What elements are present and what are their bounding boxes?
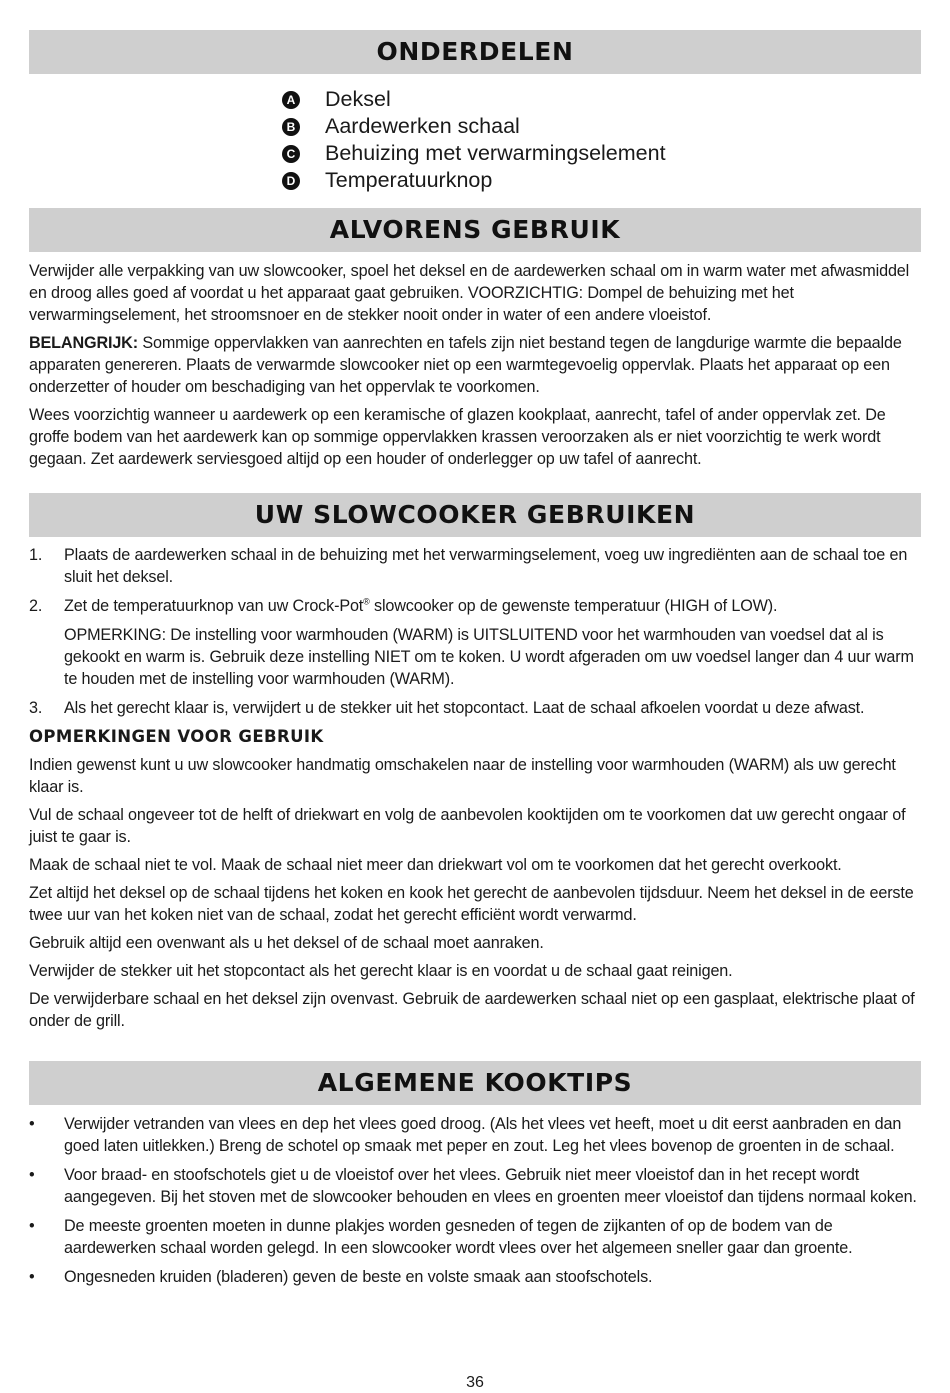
step-item: [29, 544, 923, 588]
step-text: Plaats de aardewerken schaal in de behuizing met het verwarmingselement, voeg uw ingrediënten aan de schaal toe en sluit het deksel.: [64, 546, 908, 586]
bullet-icon: •: [29, 1268, 35, 1286]
parts-list: [282, 86, 666, 194]
bullet-icon: •: [29, 1115, 35, 1133]
tip-text: Ongesneden kruiden (bladeren) geven de beste en volste smaak aan stoofschotels.: [64, 1268, 653, 1286]
part-item: [282, 167, 666, 194]
step-text: [64, 595, 923, 617]
paragraph: Verwijder de stekker uit het stopcontact als het gerecht klaar is en voordat u de schaal gaat reinigen.: [29, 962, 733, 980]
paragraph: Indien gewenst kunt u uw slowcooker handmatig omschakelen naar de instelling voor warmhouden (WARM) als uw gerecht klaar is.: [29, 756, 896, 796]
part-item: [282, 113, 666, 140]
letter-d-icon: D: [282, 172, 300, 190]
tip-text: Verwijder vetranden van vlees en dep het vlees goed droog. (Als het vlees vet heeft, moet u dit eerst aanbraden en dan goed laten uitlekken.) Breng de schotel op smaak met peper en zout. Leg het vlees bovenop de groenten in de schaal.: [64, 1115, 902, 1155]
section-title: UW SLOWCOOKER GEBRUIKEN: [254, 500, 696, 529]
bullet-icon: •: [29, 1166, 35, 1184]
paragraph: Zet altijd het deksel op de schaal tijdens het koken en kook het gerecht de aanbevolen tijdsduur. Neem het deksel in de eerste twee uur van het koken niet van de schaal, zodat het gerecht efficiënt wordt verwarmd.: [29, 884, 914, 924]
section-title: ALGEMENE KOOKTIPS: [317, 1068, 633, 1097]
page-number: 36: [466, 1374, 484, 1391]
tip-item: [29, 1266, 923, 1288]
paragraph: Maak de schaal niet te vol. Maak de schaal niet meer dan driekwart vol om te voorkomen dat het gerecht overkookt.: [29, 856, 842, 874]
part-item: [282, 140, 666, 167]
bullet-icon: •: [29, 1217, 35, 1235]
step-text: Als het gerecht klaar is, verwijdert u de stekker uit het stopcontact. Laat de schaal afkoelen voordat u deze afwast.: [64, 699, 865, 717]
letter-a-icon: A: [282, 91, 300, 109]
letter-c-icon: C: [282, 145, 300, 163]
registered-mark: ®: [363, 596, 370, 607]
letter-b-icon: B: [282, 118, 300, 136]
paragraph: Verwijder alle verpakking van uw slowcooker, spoel het deksel en de aardewerken schaal om in warm water met afwasmiddel en droog alles goed af voordat u het apparaat gaat gebruiken. VOORZICHTIG: Dompel de behuizing met het verwarmingselement, het stroomsnoer en de stekker nooit onder in water of een andere vloeistof.: [29, 262, 910, 324]
usage-body: [29, 544, 923, 1038]
part-label: Temperatuurknop: [325, 168, 493, 192]
step-text-b: slowcooker op de gewenste temperatuur (HIGH of LOW).: [369, 597, 778, 615]
section-title: ALVORENS GEBRUIK: [329, 215, 621, 244]
section-header-algemene: [29, 1061, 921, 1105]
paragraph: Wees voorzichtig wanneer u aardewerk op een keramische of glazen kookplaat, aanrecht, tafel of ander oppervlak zet. De groffe bodem van het aardewerk kan op sommige oppervlakken krassen veroorzaken als er niet voorzichtig te werk wordt gegaan. Zet aardewerk serviesgoed altijd op een houder of onderlegger op uw tafel of aanrecht.: [29, 406, 886, 468]
part-label: Aardewerken schaal: [325, 114, 520, 138]
tip-text: De meeste groenten moeten in dunne plakjes worden gesneden of tegen de zijkanten of op de bodem van de aardewerken schaal worden gelegd. In een slowcooker wordt vlees over het algemeen sneller gaar dan groente.: [64, 1217, 853, 1257]
important-label: BELANGRIJK:: [29, 334, 138, 352]
section-title: ONDERDELEN: [376, 37, 574, 66]
step-item: [29, 595, 923, 617]
alvorens-body: [29, 260, 923, 476]
part-item: [282, 86, 666, 113]
tips-body: [29, 1113, 923, 1295]
paragraph: Gebruik altijd een ovenwant als u het deksel of de schaal moet aanraken.: [29, 934, 544, 952]
tip-item: [29, 1215, 923, 1259]
tip-item: [29, 1164, 923, 1208]
section-header-uw-slowcooker: [29, 493, 921, 537]
paragraph: De verwijderbare schaal en het deksel zijn ovenvast. Gebruik de aardewerken schaal niet op een gasplaat, elektrische plaat of onder de grill.: [29, 990, 915, 1030]
tip-text: Voor braad- en stoofschotels giet u de vloeistof over het vlees. Gebruik niet meer vloeistof dan in het recept wordt aangegeven. Bij het stoven met de slowcooker behouden en vlees en groenten meer vloeistof dan tijdens normaal koken.: [64, 1166, 917, 1206]
step-text-a: Zet de temperatuurknop van uw Crock-Pot: [64, 597, 364, 615]
step-number: 3.: [29, 699, 43, 717]
part-label: Behuizing met verwarmingselement: [325, 141, 666, 165]
step-note: OPMERKING: De instelling voor warmhouden (WARM) is UITSLUITEND voor het warmhouden van voedsel dat al is gekookt en warm is. Gebruik deze instelling NIET om te koken. U wordt afgeraden om uw voedsel langer dan 4 uur warm te houden met de instelling voor warmhouden (WARM).: [64, 626, 914, 688]
section-header-onderdelen: [29, 30, 921, 74]
tip-item: [29, 1113, 923, 1157]
part-label: Deksel: [325, 87, 391, 111]
section-header-alvorens: [29, 208, 921, 252]
paragraph-text: Sommige oppervlakken van aanrechten en tafels zijn niet bestand tegen de langdurige warmte die bepaalde apparaten genereren. Plaats de verwarmde slowcooker niet op een warmtegevoelig oppervlak. Plaats het apparaat op een onderzetter of houder om beschadiging van het oppervlak te voorkomen.: [29, 334, 902, 396]
step-number: 1.: [29, 546, 43, 564]
paragraph: Vul de schaal ongeveer tot de helft of driekwart en volg de aanbevolen kooktijden om te voorkomen dat uw gerecht ongaar of juist te gaar is.: [29, 806, 906, 846]
step-item: [29, 697, 923, 719]
paragraph: [29, 332, 923, 398]
step-number: 2.: [29, 597, 43, 615]
remarks-title: OPMERKINGEN VOOR GEBRUIK: [29, 727, 324, 746]
